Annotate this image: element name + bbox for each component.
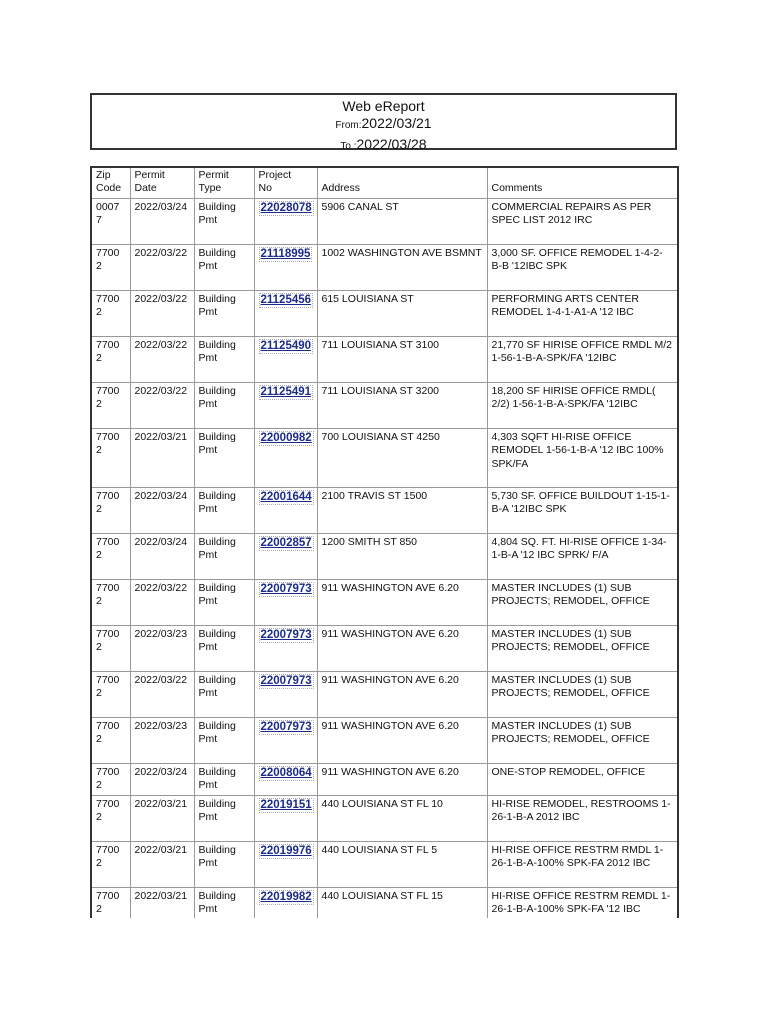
- to-label: To :: [340, 141, 357, 152]
- project-no-cell: [254, 244, 317, 290]
- comments-cell: 21,770 SF HIRISE OFFICE RMDL M/2 1-56-1-B-A-SPK/FA '12IBC: [487, 336, 677, 382]
- permits-table-frame: [90, 166, 679, 918]
- project-no-cell: [254, 198, 317, 244]
- table-row: [92, 671, 677, 717]
- table-row: [92, 795, 677, 841]
- permit-date-cell: 2022/03/22: [130, 579, 194, 625]
- address-cell: 911 WASHINGTON AVE 6.20: [317, 625, 487, 671]
- permit-date-cell: 2022/03/21: [130, 795, 194, 841]
- permit-date-cell: 2022/03/22: [130, 244, 194, 290]
- zip-code-cell: [92, 336, 130, 382]
- project-number-link[interactable]: 21125490: [259, 339, 314, 354]
- zip-code-text: 7700 2: [96, 797, 120, 824]
- permit-type-text: Building Pmt: [198, 338, 236, 365]
- zip-code-cell: [92, 841, 130, 887]
- project-number-link[interactable]: 22007973: [259, 720, 314, 735]
- address-cell: 911 WASHINGTON AVE 6.20: [317, 763, 487, 795]
- zip-code-cell: [92, 763, 130, 795]
- zip-code-text: 7700 2: [96, 719, 120, 746]
- permit-date-cell: 2022/03/24: [130, 763, 194, 795]
- project-number-link[interactable]: 22019151: [259, 798, 314, 813]
- permit-type-cell: [194, 336, 254, 382]
- project-number-link[interactable]: 22007973: [259, 674, 314, 689]
- permit-type-cell: [194, 533, 254, 579]
- permit-date-cell: 2022/03/24: [130, 487, 194, 533]
- table-row: [92, 625, 677, 671]
- permit-type-cell: [194, 198, 254, 244]
- permit-type-cell: [194, 244, 254, 290]
- zip-code-cell: [92, 795, 130, 841]
- zip-code-cell: [92, 533, 130, 579]
- permit-date-cell: 2022/03/24: [130, 198, 194, 244]
- project-number-link[interactable]: 21118995: [259, 247, 313, 262]
- permit-type-text: Building Pmt: [198, 627, 236, 654]
- permit-date-cell: 2022/03/24: [130, 533, 194, 579]
- permit-type-text: Building Pmt: [198, 246, 236, 273]
- table-row: [92, 428, 677, 487]
- address-cell: 440 LOUISIANA ST FL 10: [317, 795, 487, 841]
- permit-type-cell: [194, 887, 254, 918]
- permit-type-text: Building Pmt: [198, 719, 236, 746]
- address-cell: 711 LOUISIANA ST 3100: [317, 336, 487, 382]
- permit-type-text: Building Pmt: [198, 581, 236, 608]
- project-no-cell: [254, 795, 317, 841]
- permit-type-text: Building Pmt: [198, 843, 236, 870]
- zip-code-cell: [92, 671, 130, 717]
- project-no-cell: [254, 382, 317, 428]
- table-row: [92, 290, 677, 336]
- table-row: [92, 579, 677, 625]
- zip-code-text: 7700 2: [96, 292, 120, 319]
- project-no-cell: [254, 625, 317, 671]
- permit-date-cell: 2022/03/22: [130, 290, 194, 336]
- from-label: From:: [335, 120, 362, 131]
- project-no-cell: [254, 841, 317, 887]
- zip-code-text: 7700 2: [96, 384, 120, 411]
- address-cell: 440 LOUISIANA ST FL 15: [317, 887, 487, 918]
- address-cell: 5906 CANAL ST: [317, 198, 487, 244]
- permit-date-cell: 2022/03/22: [130, 336, 194, 382]
- permit-type-text: Building Pmt: [198, 430, 236, 457]
- comments-cell: HI-RISE REMODEL, RESTROOMS 1-26-1-B-A 2012 IBC: [487, 795, 677, 841]
- project-number-link[interactable]: 21125491: [259, 385, 314, 400]
- zip-code-text: 7700 2: [96, 843, 120, 870]
- zip-code-cell: [92, 887, 130, 918]
- comments-cell: COMMERCIAL REPAIRS AS PER SPEC LIST 2012 IRC: [487, 198, 677, 244]
- permit-type-cell: [194, 671, 254, 717]
- comments-cell: MASTER INCLUDES (1) SUB PROJECTS; REMODEL, OFFICE: [487, 625, 677, 671]
- project-no-cell: [254, 336, 317, 382]
- permit-type-cell: [194, 487, 254, 533]
- address-cell: 2100 TRAVIS ST 1500: [317, 487, 487, 533]
- project-no-cell: [254, 763, 317, 795]
- permits-table: [92, 168, 677, 918]
- permit-type-text: Building Pmt: [198, 535, 236, 562]
- permit-date-cell: 2022/03/23: [130, 625, 194, 671]
- table-row: [92, 533, 677, 579]
- permit-type-cell: [194, 290, 254, 336]
- permit-type-text: Building Pmt: [198, 200, 236, 227]
- comments-cell: ONE-STOP REMODEL, OFFICE: [487, 763, 677, 795]
- project-number-link[interactable]: 22007973: [259, 628, 314, 643]
- zip-code-cell: [92, 198, 130, 244]
- header-zip-code: Zip Code: [92, 168, 130, 198]
- address-cell: 711 LOUISIANA ST 3200: [317, 382, 487, 428]
- project-no-cell: [254, 487, 317, 533]
- address-cell: 911 WASHINGTON AVE 6.20: [317, 717, 487, 763]
- project-number-link[interactable]: 21125456: [259, 293, 314, 308]
- project-number-link[interactable]: 22028078: [259, 201, 314, 216]
- permit-type-cell: [194, 625, 254, 671]
- zip-code-text: 0007 7: [96, 200, 120, 227]
- permit-type-text: Building Pmt: [198, 797, 236, 824]
- zip-code-cell: [92, 487, 130, 533]
- comments-cell: 3,000 SF. OFFICE REMODEL 1-4-2-B-B '12IBC SPK: [487, 244, 677, 290]
- zip-code-cell: [92, 428, 130, 487]
- table-row: [92, 487, 677, 533]
- permit-date-cell: 2022/03/22: [130, 382, 194, 428]
- zip-code-cell: [92, 290, 130, 336]
- permit-type-text: Building Pmt: [198, 489, 236, 516]
- comments-cell: MASTER INCLUDES (1) SUB PROJECTS; REMODEL, OFFICE: [487, 671, 677, 717]
- zip-code-cell: [92, 717, 130, 763]
- project-no-cell: [254, 887, 317, 918]
- comments-cell: 4,303 SQFT HI-RISE OFFICE REMODEL 1-56-1-B-A '12 IBC 100% SPK/FA: [487, 428, 677, 487]
- table-row: [92, 336, 677, 382]
- permit-date-cell: 2022/03/23: [130, 717, 194, 763]
- permit-type-text: Building Pmt: [198, 889, 236, 916]
- permit-type-text: Building Pmt: [198, 384, 236, 411]
- permit-type-cell: [194, 717, 254, 763]
- project-no-cell: [254, 428, 317, 487]
- address-cell: 911 WASHINGTON AVE 6.20: [317, 579, 487, 625]
- address-cell: 1002 WASHINGTON AVE BSMNT: [317, 244, 487, 290]
- address-cell: 911 WASHINGTON AVE 6.20: [317, 671, 487, 717]
- table-row: [92, 763, 677, 795]
- permit-type-cell: [194, 428, 254, 487]
- comments-cell: 4,804 SQ. FT. HI-RISE OFFICE 1-34-1-B-A '12 IBC SPRK/ F/A: [487, 533, 677, 579]
- permit-date-cell: 2022/03/21: [130, 887, 194, 918]
- project-number-link[interactable]: 22007973: [259, 582, 314, 597]
- header-permit-type: Permit Type: [194, 168, 254, 198]
- comments-cell: MASTER INCLUDES (1) SUB PROJECTS; REMODEL, OFFICE: [487, 717, 677, 763]
- permit-type-text: Building Pmt: [198, 673, 236, 700]
- project-no-cell: [254, 671, 317, 717]
- permit-type-cell: [194, 382, 254, 428]
- report-title: Web eReport: [342, 98, 425, 114]
- table-row: [92, 887, 677, 918]
- comments-cell: PERFORMING ARTS CENTER REMODEL 1-4-1-A1-A '12 IBC: [487, 290, 677, 336]
- zip-code-text: 7700 2: [96, 246, 120, 273]
- comments-cell: MASTER INCLUDES (1) SUB PROJECTS; REMODEL, OFFICE: [487, 579, 677, 625]
- zip-code-text: 7700 2: [96, 673, 120, 700]
- zip-code-text: 7700 2: [96, 627, 120, 654]
- project-number-link[interactable]: 22002857: [259, 536, 314, 551]
- permit-type-text: Building Pmt: [198, 292, 236, 319]
- from-date: 2022/03/21: [361, 115, 432, 131]
- header-comments: Comments: [487, 168, 677, 198]
- address-cell: 1200 SMITH ST 850: [317, 533, 487, 579]
- permit-date-cell: 2022/03/21: [130, 841, 194, 887]
- permit-type-text: Building Pmt: [198, 765, 236, 792]
- project-no-cell: [254, 579, 317, 625]
- from-line: [92, 114, 675, 135]
- table-row: [92, 841, 677, 887]
- permit-type-cell: [194, 763, 254, 795]
- project-number-link[interactable]: 22019976: [259, 844, 314, 859]
- zip-code-text: 7700 2: [96, 489, 120, 516]
- comments-cell: 18,200 SF HIRISE OFFICE RMDL( 2/2) 1-56-1-B-A-SPK/FA '12IBC: [487, 382, 677, 428]
- permit-type-cell: [194, 579, 254, 625]
- zip-code-cell: [92, 382, 130, 428]
- to-line: [92, 135, 675, 156]
- zip-code-text: 7700 2: [96, 430, 120, 457]
- header-permit-date: Permit Date: [130, 168, 194, 198]
- address-cell: 440 LOUISIANA ST FL 5: [317, 841, 487, 887]
- zip-code-text: 7700 2: [96, 765, 120, 792]
- to-date: 2022/03/28: [356, 136, 427, 152]
- project-no-cell: [254, 533, 317, 579]
- project-number-link[interactable]: 22019982: [259, 890, 314, 905]
- zip-code-text: 7700 2: [96, 535, 120, 562]
- table-row: [92, 717, 677, 763]
- project-number-link[interactable]: 22001644: [259, 490, 314, 505]
- table-header-row: [92, 168, 677, 198]
- zip-code-text: 7700 2: [96, 581, 120, 608]
- report-header: [90, 93, 677, 150]
- zip-code-text: 7700 2: [96, 889, 120, 916]
- project-number-link[interactable]: 22008064: [259, 766, 314, 781]
- header-project-no: Project No: [254, 168, 317, 198]
- zip-code-cell: [92, 579, 130, 625]
- address-cell: 700 LOUISIANA ST 4250: [317, 428, 487, 487]
- header-address: Address: [317, 168, 487, 198]
- comments-cell: 5,730 SF. OFFICE BUILDOUT 1-15-1-B-A '12IBC SPK: [487, 487, 677, 533]
- table-row: [92, 198, 677, 244]
- comments-cell: HI-RISE OFFICE RESTRM REMDL 1-26-1-B-A-100% SPK-FA '12 IBC: [487, 887, 677, 918]
- project-number-link[interactable]: 22000982: [259, 431, 314, 446]
- zip-code-text: 7700 2: [96, 338, 120, 365]
- project-no-cell: [254, 290, 317, 336]
- zip-code-cell: [92, 244, 130, 290]
- permit-date-cell: 2022/03/22: [130, 671, 194, 717]
- comments-cell: HI-RISE OFFICE RESTRM RMDL 1-26-1-B-A-100% SPK-FA 2012 IBC: [487, 841, 677, 887]
- permit-type-cell: [194, 841, 254, 887]
- permit-type-cell: [194, 795, 254, 841]
- address-cell: 615 LOUISIANA ST: [317, 290, 487, 336]
- table-row: [92, 382, 677, 428]
- permit-date-cell: 2022/03/21: [130, 428, 194, 487]
- zip-code-cell: [92, 625, 130, 671]
- table-row: [92, 244, 677, 290]
- project-no-cell: [254, 717, 317, 763]
